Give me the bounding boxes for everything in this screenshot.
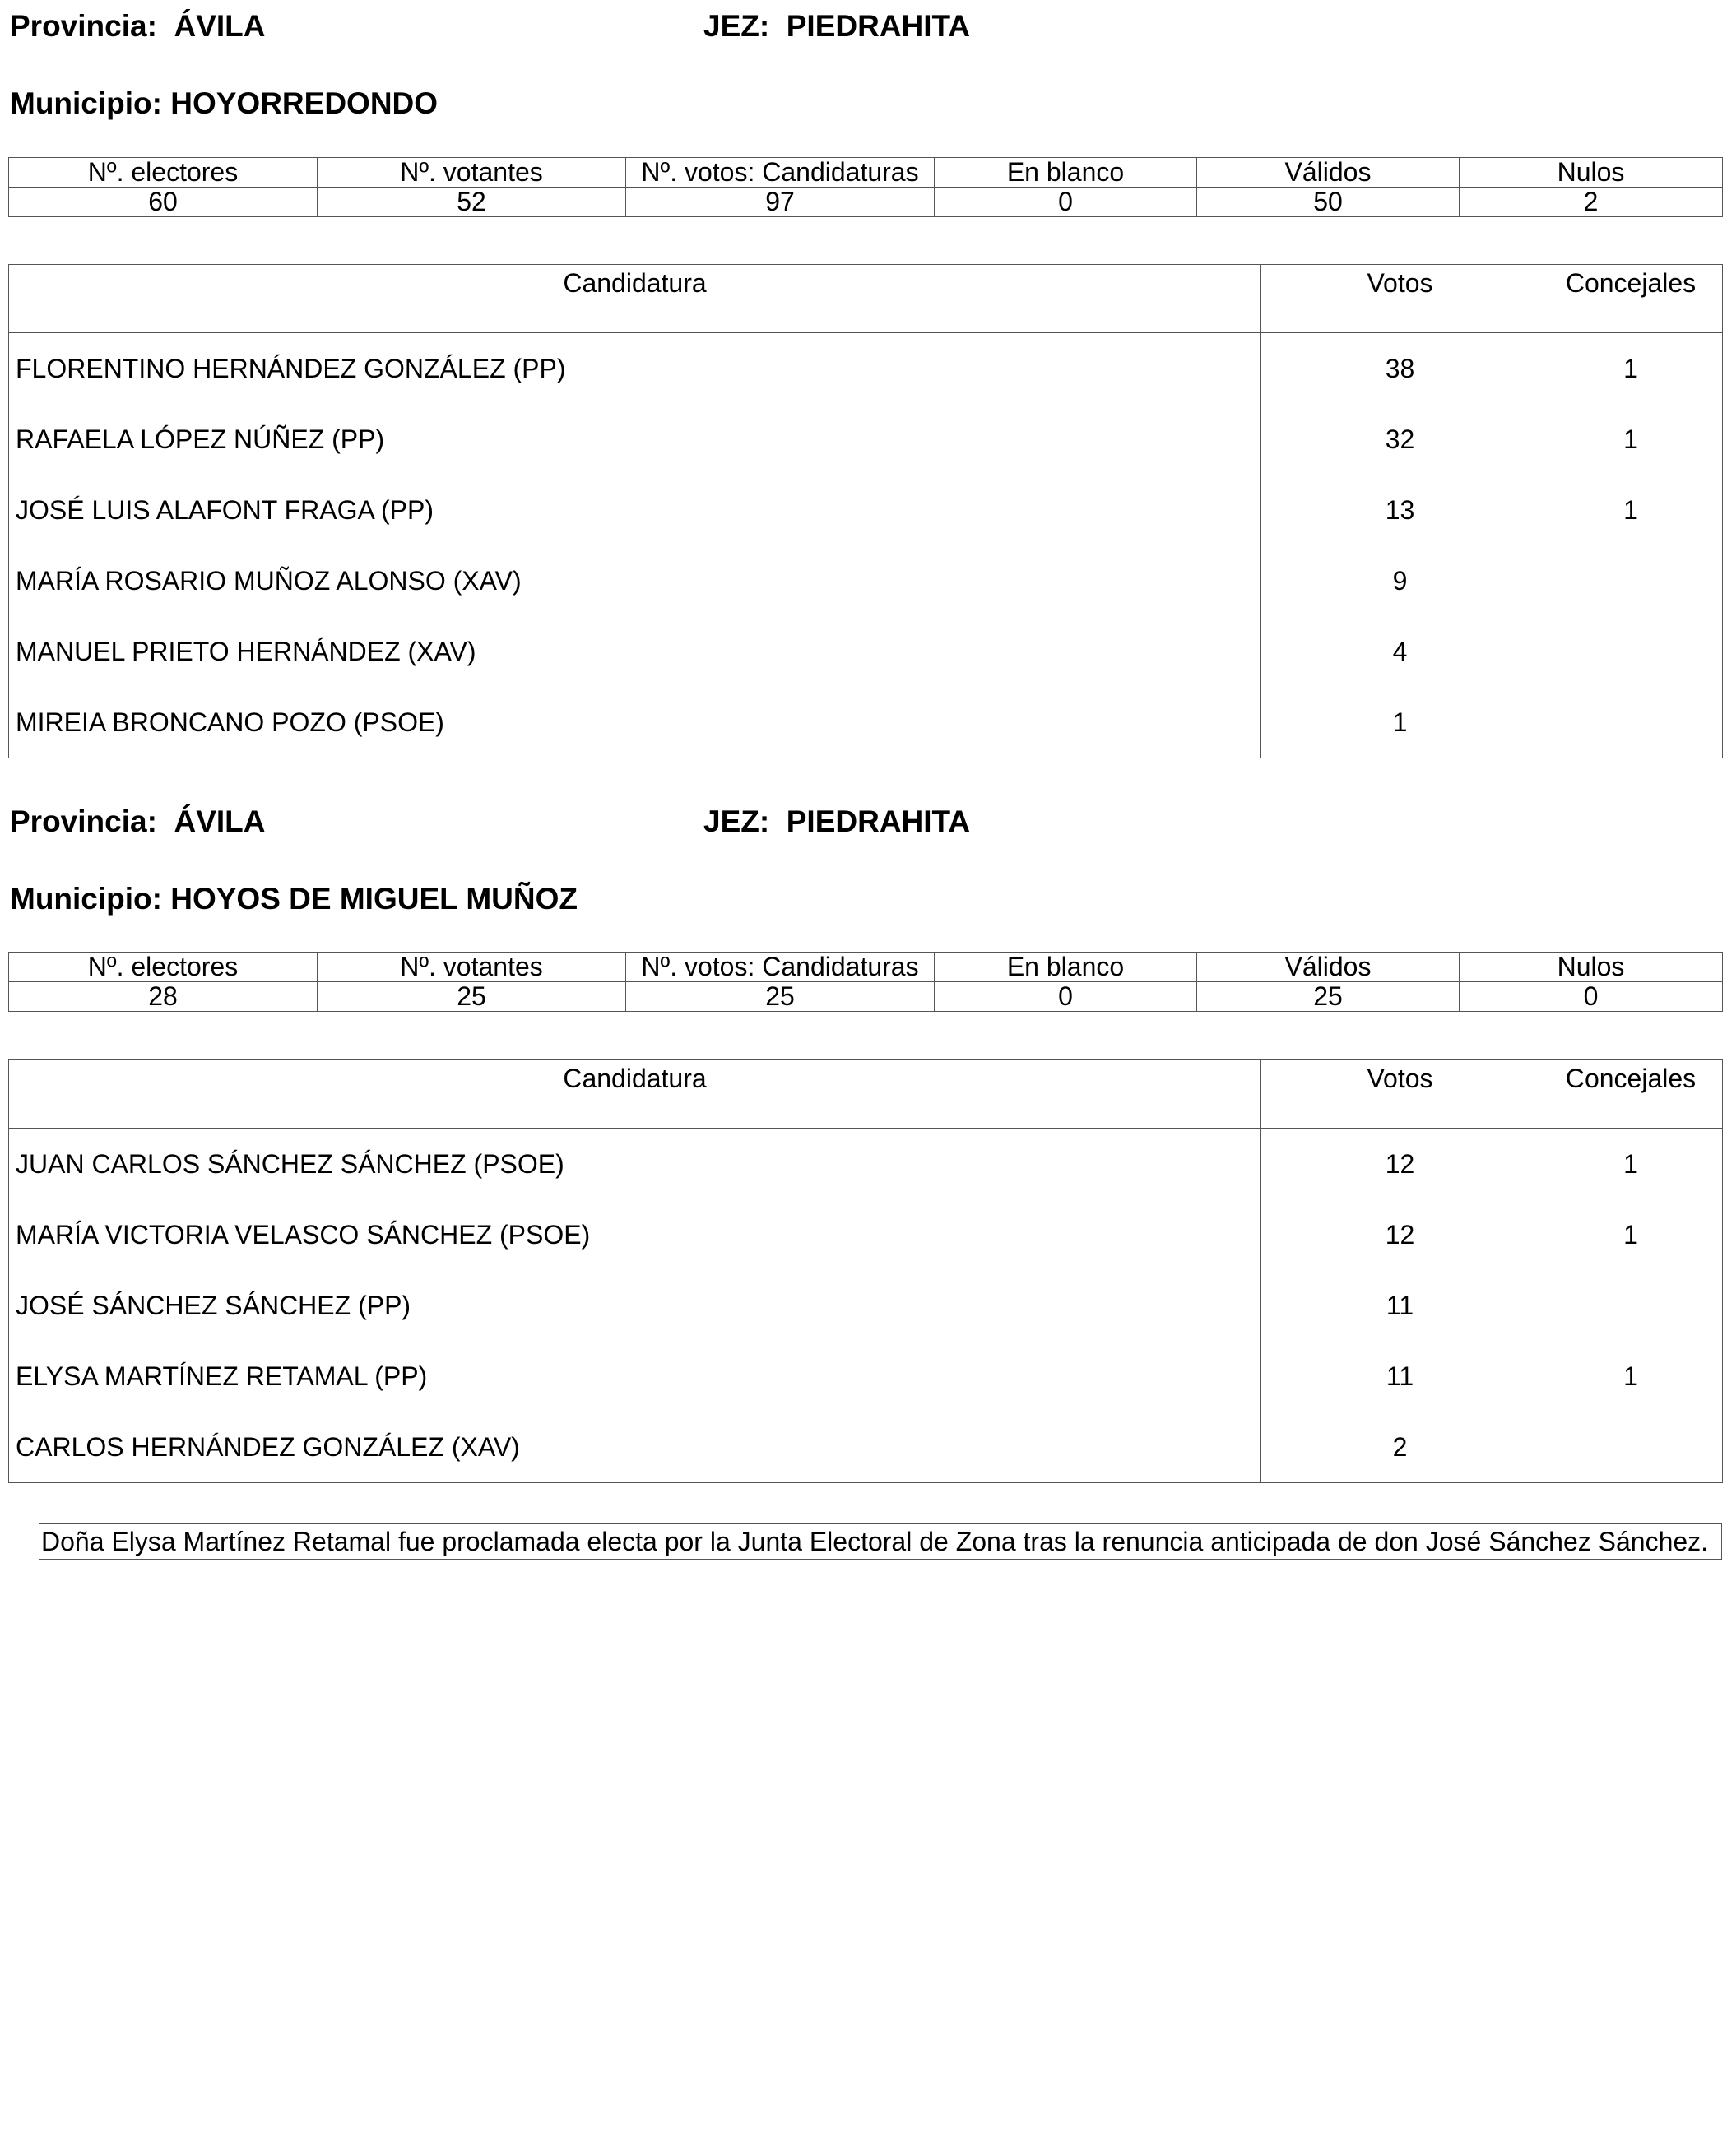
candidate-name: JOSÉ SÁNCHEZ SÁNCHEZ (PP) [9,1270,1261,1341]
provincia-label: Provincia: [10,804,157,838]
stats-value-cell: 2 [1460,188,1723,217]
note-box: Doña Elysa Martínez Retamal fue proclamada electa por la Junta Electoral de Zona tras la renuncia anticipada de don José Sánchez Sánchez. [39,1523,1722,1560]
jez-line [703,804,970,840]
col-header-votos: Votos [1261,1060,1539,1129]
candidate-votes: 38 [1261,333,1539,405]
candidate-concejales [1539,1270,1723,1341]
candidate-concejales: 1 [1539,475,1723,545]
municipio-line [10,86,438,122]
col-header-concejales: Concejales [1539,265,1723,333]
stats-value-cell: 97 [626,188,935,217]
stats-header-row [9,953,1723,982]
stats-value-cell: 50 [1197,188,1460,217]
table-row [9,687,1723,758]
stats-header-cell: Válidos [1197,953,1460,982]
candidate-name: MARÍA VICTORIA VELASCO SÁNCHEZ (PSOE) [9,1199,1261,1270]
col-header-candidatura: Candidatura [9,1060,1261,1129]
stats-value-cell: 60 [9,188,318,217]
table-row [9,545,1723,616]
municipio-line [10,881,578,917]
stats-value-cell: 52 [318,188,626,217]
stats-value-cell: 25 [626,982,935,1012]
candidate-votes: 4 [1261,616,1539,687]
candidate-name: ELYSA MARTÍNEZ RETAMAL (PP) [9,1341,1261,1412]
candidate-concejales: 1 [1539,1199,1723,1270]
candidate-votes: 11 [1261,1341,1539,1412]
candidate-name: RAFAELA LÓPEZ NÚÑEZ (PP) [9,404,1261,475]
provincia-value: ÁVILA [174,804,266,838]
candidate-concejales [1539,545,1723,616]
candidate-name: JOSÉ LUIS ALAFONT FRAGA (PP) [9,475,1261,545]
candidates-header-row [9,265,1723,333]
stats-value-cell: 28 [9,982,318,1012]
municipio-label: Municipio: [10,882,162,916]
candidate-name: MIREIA BRONCANO POZO (PSOE) [9,687,1261,758]
provincia-line [10,804,971,840]
candidate-votes: 9 [1261,545,1539,616]
table-row [9,1412,1723,1483]
stats-header-cell: Nulos [1460,953,1723,982]
stats-header-cell: Nº. votantes [318,158,626,188]
provincia-label: Provincia: [10,9,157,43]
stats-header-cell: Nº. votos: Candidaturas [626,158,935,188]
candidate-concejales: 1 [1539,404,1723,475]
candidate-concejales [1539,687,1723,758]
jez-value: PIEDRAHITA [786,804,971,838]
table-row [9,1341,1723,1412]
candidate-name: MARÍA ROSARIO MUÑOZ ALONSO (XAV) [9,545,1261,616]
candidate-votes: 32 [1261,404,1539,475]
table-row [9,475,1723,545]
table-row [9,1199,1723,1270]
stats-value-cell: 0 [935,188,1197,217]
jez-line [703,8,970,44]
stats-header-cell: Nº. electores [9,158,318,188]
stats-header-cell: Nulos [1460,158,1723,188]
jez-label: JEZ: [703,804,770,838]
table-row [9,616,1723,687]
candidate-votes: 12 [1261,1199,1539,1270]
municipio-value: HOYOS DE MIGUEL MUÑOZ [170,882,578,916]
table-row [9,333,1723,405]
stats-table [8,952,1723,1012]
candidate-concejales: 1 [1539,1129,1723,1200]
candidate-votes: 11 [1261,1270,1539,1341]
stats-table [8,157,1723,217]
candidate-name: JUAN CARLOS SÁNCHEZ SÁNCHEZ (PSOE) [9,1129,1261,1200]
stats-value-cell: 0 [1460,982,1723,1012]
col-header-candidatura: Candidatura [9,265,1261,333]
candidate-votes: 1 [1261,687,1539,758]
stats-header-cell: En blanco [935,953,1197,982]
stats-header-cell: Válidos [1197,158,1460,188]
table-row [9,1129,1723,1200]
stats-value-cell: 25 [1197,982,1460,1012]
stats-header-cell: Nº. electores [9,953,318,982]
candidate-votes: 13 [1261,475,1539,545]
table-row [9,1270,1723,1341]
municipio-value: HOYORREDONDO [170,86,439,120]
candidate-name: CARLOS HERNÁNDEZ GONZÁLEZ (XAV) [9,1412,1261,1483]
candidate-concejales [1539,1412,1723,1483]
stats-header-cell: En blanco [935,158,1197,188]
candidate-votes: 2 [1261,1412,1539,1483]
municipio-label: Municipio: [10,86,162,120]
stats-header-cell: Nº. votos: Candidaturas [626,953,935,982]
candidates-table [8,1059,1723,1483]
jez-value: PIEDRAHITA [786,9,971,43]
col-header-votos: Votos [1261,265,1539,333]
candidates-table [8,264,1723,758]
provincia-value: ÁVILA [174,9,266,43]
candidate-concejales: 1 [1539,1341,1723,1412]
candidate-concejales: 1 [1539,333,1723,405]
stats-header-row [9,158,1723,188]
stats-header-cell: Nº. votantes [318,953,626,982]
candidates-header-row [9,1060,1723,1129]
candidate-name: MANUEL PRIETO HERNÁNDEZ (XAV) [9,616,1261,687]
stats-value-row [9,982,1723,1012]
candidate-votes: 12 [1261,1129,1539,1200]
candidate-concejales [1539,616,1723,687]
stats-value-row [9,188,1723,217]
table-row [9,404,1723,475]
stats-value-cell: 25 [318,982,626,1012]
col-header-concejales: Concejales [1539,1060,1723,1129]
jez-label: JEZ: [703,9,770,43]
candidate-name: FLORENTINO HERNÁNDEZ GONZÁLEZ (PP) [9,333,1261,405]
stats-value-cell: 0 [935,982,1197,1012]
provincia-line [10,8,971,44]
